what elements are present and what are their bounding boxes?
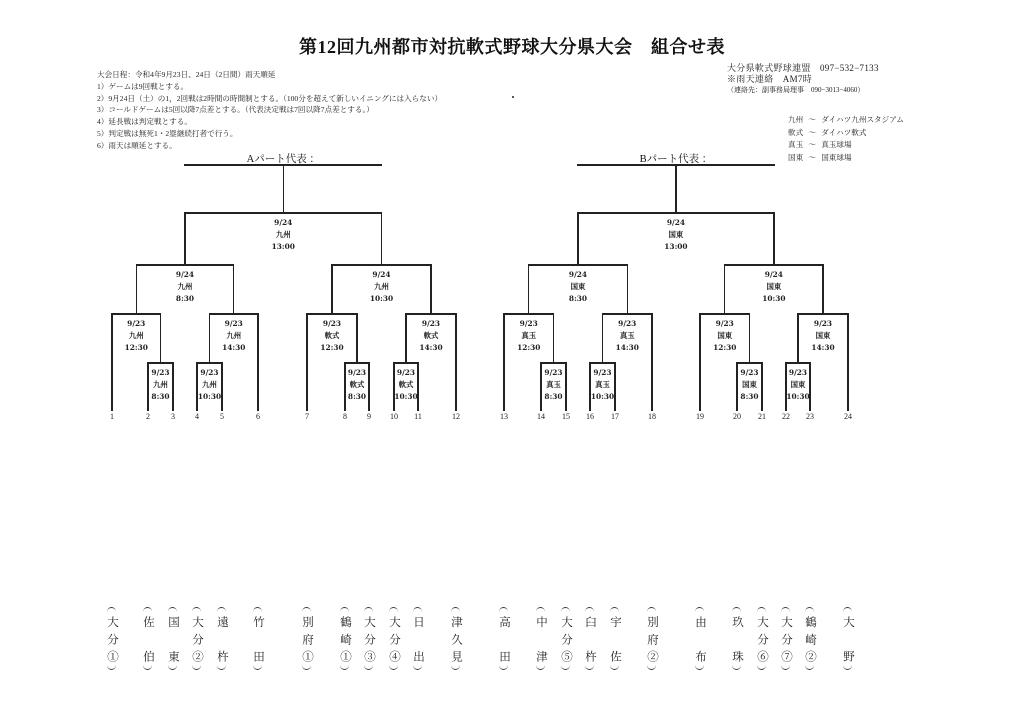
match-venue: 真玉 bbox=[595, 380, 610, 389]
paren-close-icon bbox=[413, 665, 422, 670]
venue-sep: ～ bbox=[808, 127, 816, 137]
team-name-slot bbox=[581, 604, 599, 672]
team-number: 16 bbox=[586, 412, 594, 421]
paren-close-icon bbox=[253, 665, 262, 670]
paren-open-icon bbox=[732, 607, 741, 612]
part-representative-label: Aパート代表 ： bbox=[246, 154, 320, 165]
venue-sep: ～ bbox=[808, 152, 816, 162]
match-time: 10:30 bbox=[369, 294, 394, 303]
team-name-slot bbox=[103, 604, 121, 672]
bracket-line bbox=[136, 264, 137, 314]
match-date: 9/23 bbox=[788, 368, 808, 377]
match-part-final bbox=[644, 217, 708, 253]
team-name: 大分⑥ bbox=[756, 616, 768, 662]
contact-person: （連絡先：副事務局理事 090−3013−4060） bbox=[727, 86, 865, 94]
paren-open-icon bbox=[253, 607, 262, 612]
match-venue: 九州 bbox=[374, 282, 389, 291]
match-venue: 軟式 bbox=[324, 331, 340, 340]
bracket-line bbox=[381, 212, 382, 265]
paren-open-icon bbox=[781, 607, 790, 612]
paren-close-icon bbox=[364, 665, 373, 670]
paren-close-icon bbox=[805, 665, 814, 670]
match-time: 8:30 bbox=[151, 392, 170, 401]
team-name: 鶴崎② bbox=[804, 616, 816, 662]
match-time: 10:30 bbox=[590, 392, 615, 401]
tournament-rules bbox=[97, 69, 442, 152]
match-venue: 真玉 bbox=[546, 380, 561, 389]
team-name: 大分③ bbox=[363, 616, 375, 662]
team-name-slot bbox=[385, 604, 403, 672]
paren-open-icon bbox=[217, 607, 226, 612]
team-name: 中津 bbox=[535, 616, 547, 662]
team-name: 日出 bbox=[412, 616, 424, 662]
team-name-slot bbox=[495, 604, 513, 672]
rule-note-4: 4）延長戦は判定戦とする。 bbox=[97, 117, 192, 127]
paren-open-icon bbox=[695, 607, 704, 612]
match-time: 10:30 bbox=[786, 392, 810, 401]
match-venue: 九州 bbox=[275, 230, 291, 239]
match-time: 8:30 bbox=[568, 294, 588, 303]
rain-notice: ※雨天連絡 AM7時 bbox=[727, 74, 813, 84]
venue-item bbox=[788, 152, 904, 165]
paren-close-icon bbox=[585, 665, 594, 670]
bracket-line bbox=[675, 164, 676, 213]
match-round2 bbox=[350, 269, 414, 305]
team-name: 大分⑤ bbox=[560, 616, 572, 662]
team-name: 由布 bbox=[694, 616, 706, 662]
team-number: 23 bbox=[806, 412, 814, 421]
venue-item bbox=[788, 114, 904, 127]
team-name-slot bbox=[213, 604, 231, 672]
paren-close-icon bbox=[732, 665, 741, 670]
team-name-slot bbox=[409, 604, 427, 672]
team-name-slot bbox=[360, 604, 378, 672]
match-venue: 軟式 bbox=[349, 380, 365, 389]
match-date: 9/23 bbox=[151, 368, 170, 377]
paren-close-icon bbox=[451, 665, 460, 670]
team-name-slot bbox=[164, 604, 182, 672]
match-date: 9/24 bbox=[666, 218, 685, 227]
team-number: 1 bbox=[110, 412, 114, 421]
paren-open-icon bbox=[451, 607, 460, 612]
match-round1-early bbox=[374, 367, 438, 403]
team-number: 22 bbox=[782, 412, 790, 421]
paren-open-icon bbox=[364, 607, 373, 612]
match-time: 8:30 bbox=[544, 392, 563, 401]
match-time: 10:30 bbox=[762, 294, 786, 303]
match-time: 10:30 bbox=[197, 392, 222, 401]
match-venue: 九州 bbox=[226, 331, 242, 340]
match-venue: 軟式 bbox=[398, 380, 414, 389]
venue-sep: ～ bbox=[808, 115, 816, 124]
paren-open-icon bbox=[143, 607, 152, 612]
paren-close-icon bbox=[143, 665, 152, 670]
team-number: 24 bbox=[844, 412, 852, 421]
match-date: 9/24 bbox=[568, 270, 588, 279]
match-date: 9/23 bbox=[593, 368, 612, 377]
team-name: 別府① bbox=[301, 616, 313, 662]
venue-name: ダイハツ九州スタジアム bbox=[821, 115, 904, 124]
venue-item bbox=[788, 127, 904, 140]
match-part-final bbox=[251, 217, 315, 253]
match-round1-late bbox=[791, 318, 855, 354]
match-date: 9/23 bbox=[519, 319, 538, 328]
team-number: 17 bbox=[611, 412, 619, 421]
match-round2 bbox=[153, 269, 217, 305]
venue-legend bbox=[788, 114, 904, 164]
rule-note-3: 3）コールドゲームは5回以降7点差とする。（代表決定戦は7回以降7点差とする。） bbox=[97, 105, 374, 115]
team-number: 18 bbox=[648, 412, 656, 421]
match-date: 9/23 bbox=[544, 368, 563, 377]
team-name: 佐伯 bbox=[142, 616, 154, 662]
match-venue: 国東 bbox=[668, 230, 684, 239]
match-venue: 軟式 bbox=[423, 331, 439, 340]
team-name-slot bbox=[753, 604, 771, 672]
team-number: 15 bbox=[562, 412, 570, 421]
match-time: 13:00 bbox=[271, 242, 295, 251]
match-time: 8:30 bbox=[175, 294, 195, 303]
paren-open-icon bbox=[585, 607, 594, 612]
paren-close-icon bbox=[168, 665, 177, 670]
match-date: 9/23 bbox=[396, 368, 416, 377]
bracket-line bbox=[430, 264, 431, 314]
paren-close-icon bbox=[302, 665, 311, 670]
paren-close-icon bbox=[389, 665, 398, 670]
paren-close-icon bbox=[192, 665, 201, 670]
scan-speck bbox=[512, 96, 514, 98]
team-name-slot bbox=[298, 604, 316, 672]
paren-open-icon bbox=[610, 607, 619, 612]
team-number: 10 bbox=[390, 412, 398, 421]
match-date: 9/24 bbox=[274, 218, 293, 227]
match-date: 9/23 bbox=[618, 319, 637, 328]
paren-open-icon bbox=[302, 607, 311, 612]
match-round1-late bbox=[399, 318, 463, 354]
venue-sep: ～ bbox=[808, 140, 816, 149]
match-round1-early bbox=[766, 367, 830, 403]
match-round2 bbox=[742, 269, 806, 305]
contact-info bbox=[727, 63, 879, 96]
match-venue: 国東 bbox=[742, 380, 757, 389]
part-representative-label: Bパート代表 ： bbox=[639, 154, 713, 165]
match-date: 9/23 bbox=[127, 319, 146, 328]
paren-open-icon bbox=[843, 607, 852, 612]
team-name-slot bbox=[188, 604, 206, 672]
paren-open-icon bbox=[647, 607, 656, 612]
paren-open-icon bbox=[107, 607, 116, 612]
match-round1-late bbox=[693, 318, 757, 354]
bracket-line bbox=[822, 264, 823, 314]
match-time: 14:30 bbox=[811, 343, 835, 352]
team-name-slot bbox=[532, 604, 550, 672]
match-venue: 国東 bbox=[766, 282, 782, 291]
paren-close-icon bbox=[757, 665, 766, 670]
match-round1-late bbox=[497, 318, 561, 354]
match-date: 9/24 bbox=[764, 270, 783, 279]
bracket-line bbox=[331, 264, 332, 314]
bracket-line bbox=[283, 164, 284, 213]
team-name: 遠杵 bbox=[216, 616, 228, 662]
team-number: 2 bbox=[146, 412, 150, 421]
team-number: 4 bbox=[195, 412, 199, 421]
team-name: 大分② bbox=[191, 616, 203, 662]
team-name: 大野 bbox=[842, 616, 854, 662]
match-date: 9/23 bbox=[421, 319, 441, 328]
team-name: 玖珠 bbox=[731, 616, 743, 662]
match-time: 13:00 bbox=[664, 242, 688, 251]
team-name: 宇佐 bbox=[609, 616, 621, 662]
venue-abbr: 九州 bbox=[788, 115, 804, 124]
venue-abbr: 国東 bbox=[788, 152, 804, 162]
match-date: 9/23 bbox=[200, 368, 219, 377]
match-date: 9/24 bbox=[175, 270, 195, 279]
match-round1-late bbox=[595, 318, 659, 354]
match-time: 10:30 bbox=[394, 392, 418, 401]
team-number: 14 bbox=[537, 412, 545, 421]
match-venue: 九州 bbox=[153, 380, 168, 389]
team-name-slot bbox=[801, 604, 819, 672]
paren-open-icon bbox=[413, 607, 422, 612]
team-name-slot bbox=[336, 604, 354, 672]
match-venue: 真玉 bbox=[619, 331, 635, 340]
federation-phone: 大分県軟式野球連盟 097−532−7133 bbox=[727, 63, 879, 73]
match-round2 bbox=[546, 269, 610, 305]
team-number: 11 bbox=[414, 412, 422, 421]
match-venue: 九州 bbox=[128, 331, 144, 340]
team-name: 鶴崎① bbox=[339, 616, 351, 662]
match-time: 8:30 bbox=[740, 392, 759, 401]
match-venue: 九州 bbox=[177, 282, 193, 291]
schedule-note: 大会日程：令和4年9月23日、24日（2日間）雨天順延 bbox=[97, 70, 276, 79]
team-name: 大分④ bbox=[388, 616, 400, 662]
paren-open-icon bbox=[192, 607, 201, 612]
paren-open-icon bbox=[340, 607, 349, 612]
paren-close-icon bbox=[499, 665, 508, 670]
team-number: 8 bbox=[343, 412, 347, 421]
paren-open-icon bbox=[805, 607, 814, 612]
team-name: 国東 bbox=[167, 616, 179, 662]
paren-close-icon bbox=[340, 665, 349, 670]
match-time: 12:30 bbox=[713, 343, 737, 352]
team-number: 13 bbox=[500, 412, 508, 421]
bracket-line bbox=[627, 264, 628, 314]
venue-name: ダイハツ軟式 bbox=[821, 127, 867, 137]
team-name-slot bbox=[447, 604, 465, 672]
match-round1-late bbox=[300, 318, 364, 354]
rule-note-2: 2）9月24日（土）の1，2回戦は2時間の時間制とする。（100分を超えて新しいイニングには入らない） bbox=[97, 93, 443, 103]
team-number: 5 bbox=[220, 412, 224, 421]
team-number: 19 bbox=[696, 412, 704, 421]
match-time: 14:30 bbox=[419, 343, 443, 352]
team-name-slot bbox=[728, 604, 746, 672]
match-date: 9/23 bbox=[740, 368, 759, 377]
team-name: 臼杵 bbox=[584, 616, 596, 662]
team-name-slot bbox=[557, 604, 575, 672]
match-date: 9/23 bbox=[347, 368, 367, 377]
team-number: 12 bbox=[452, 412, 460, 421]
paren-open-icon bbox=[499, 607, 508, 612]
match-time: 12:30 bbox=[320, 343, 344, 352]
match-venue: 九州 bbox=[202, 380, 217, 389]
team-number: 21 bbox=[758, 412, 766, 421]
match-round1-late bbox=[104, 318, 168, 354]
match-round1-early bbox=[571, 367, 635, 403]
team-name: 高田 bbox=[498, 616, 510, 662]
match-time: 12:30 bbox=[517, 343, 541, 352]
team-name: 大分⑦ bbox=[780, 616, 792, 662]
paren-close-icon bbox=[781, 665, 790, 670]
team-name: 大分① bbox=[106, 616, 118, 662]
match-date: 9/24 bbox=[372, 270, 391, 279]
match-time: 14:30 bbox=[222, 343, 246, 352]
match-venue: 国東 bbox=[570, 282, 586, 291]
page-title: 第12回九州都市対抗軟式野球大分県大会 組合せ表 bbox=[299, 37, 725, 57]
match-date: 9/23 bbox=[813, 319, 833, 328]
team-name-slot bbox=[643, 604, 661, 672]
team-name-slot bbox=[139, 604, 157, 672]
team-name-slot bbox=[691, 604, 709, 672]
venue-item bbox=[788, 139, 904, 152]
match-time: 14:30 bbox=[615, 343, 639, 352]
match-date: 9/23 bbox=[715, 319, 734, 328]
paren-open-icon bbox=[536, 607, 545, 612]
paren-close-icon bbox=[695, 665, 704, 670]
team-name: 津久見 bbox=[450, 616, 462, 662]
team-number: 7 bbox=[305, 412, 309, 421]
bracket-line bbox=[724, 264, 725, 314]
match-round1-late bbox=[202, 318, 266, 354]
team-number: 9 bbox=[367, 412, 371, 421]
paren-close-icon bbox=[561, 665, 570, 670]
bracket-line bbox=[528, 264, 529, 314]
venue-abbr: 軟式 bbox=[788, 127, 804, 137]
team-number: 3 bbox=[171, 412, 175, 421]
rule-note-5: 5）判定戦は無死1・2塁継続打者で行う。 bbox=[97, 128, 238, 138]
match-venue: 真玉 bbox=[521, 331, 537, 340]
match-date: 9/23 bbox=[322, 319, 342, 328]
team-name-slot bbox=[777, 604, 795, 672]
team-number: 6 bbox=[256, 412, 260, 421]
paren-close-icon bbox=[107, 665, 116, 670]
team-name-slot bbox=[249, 604, 267, 672]
paren-close-icon bbox=[843, 665, 852, 670]
match-time: 12:30 bbox=[124, 343, 148, 352]
paren-open-icon bbox=[561, 607, 570, 612]
bracket-line bbox=[184, 212, 185, 265]
paren-close-icon bbox=[647, 665, 656, 670]
match-venue: 国東 bbox=[717, 331, 733, 340]
paren-open-icon bbox=[389, 607, 398, 612]
rule-note-1: 1）ゲームは9回戦とする。 bbox=[97, 81, 189, 91]
bracket-line bbox=[577, 212, 578, 265]
rule-note-6: 6）雨天は順延とする。 bbox=[97, 140, 177, 150]
team-name-slot bbox=[606, 604, 624, 672]
venue-abbr: 真玉 bbox=[788, 140, 804, 149]
venue-name: 国東球場 bbox=[821, 152, 852, 162]
match-date: 9/23 bbox=[224, 319, 243, 328]
paren-open-icon bbox=[168, 607, 177, 612]
paren-open-icon bbox=[757, 607, 766, 612]
match-venue: 国東 bbox=[790, 380, 806, 389]
match-time: 8:30 bbox=[347, 392, 367, 401]
match-round1-early bbox=[178, 367, 242, 403]
paren-close-icon bbox=[610, 665, 619, 670]
match-venue: 国東 bbox=[815, 331, 831, 340]
bracket-line bbox=[773, 212, 774, 265]
team-number: 20 bbox=[733, 412, 741, 421]
team-name: 別府② bbox=[646, 616, 658, 662]
venue-name: 真玉球場 bbox=[821, 140, 852, 149]
team-name-slot bbox=[839, 604, 857, 672]
bracket-line bbox=[233, 264, 234, 314]
team-name: 竹田 bbox=[252, 616, 264, 662]
paren-close-icon bbox=[217, 665, 226, 670]
paren-close-icon bbox=[536, 665, 545, 670]
